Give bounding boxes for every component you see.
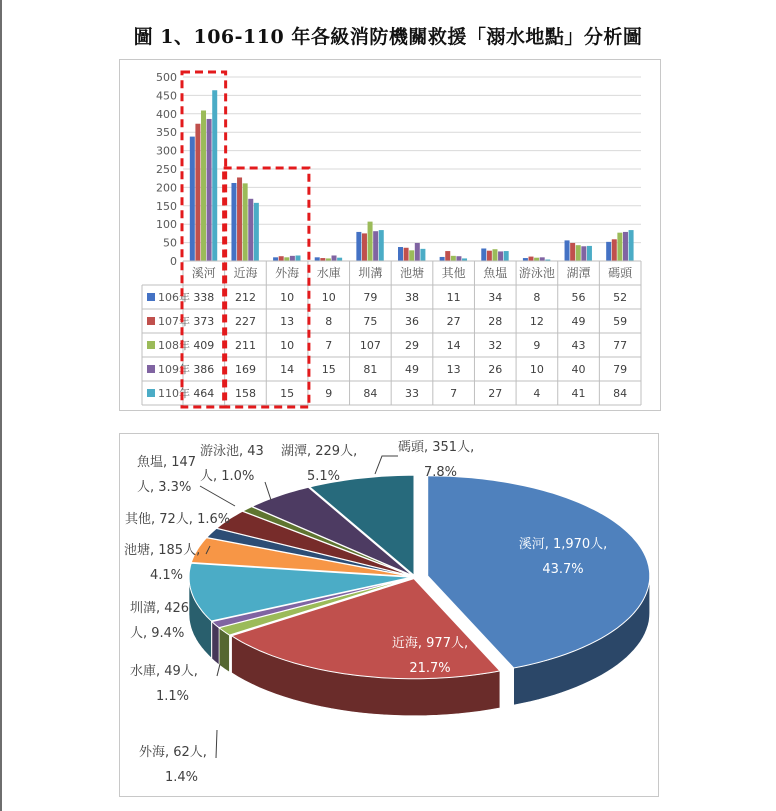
y-tick-label: 500 [156,71,177,84]
bar-溪河-107年 [195,124,200,261]
pie-side-水庫 [212,622,219,665]
pie-chart [120,434,658,796]
data-label: 其他, 72人, 1.6% [125,512,231,527]
data-table-cell: 227 [234,315,256,328]
data-table-cell: 211 [234,339,256,352]
legend-label: 108年 [158,339,190,352]
page-left-border [0,0,2,811]
data-table-cell: 34 [488,291,503,304]
data-table-cell: 11 [446,291,461,304]
bar-其他-106年 [440,257,445,261]
bar-游泳池-107年 [529,257,534,261]
category-label: 游泳池 [518,266,555,280]
data-table-cell: 15 [321,363,336,376]
bar-湖潭-106年 [565,240,570,261]
page-title: 圖 1、106-110 年各級消防機關救援「溺水地點」分析圖 [133,26,643,48]
category-label: 湖潭 [566,266,591,280]
bar-其他-107年 [445,251,450,261]
data-table-cell: 10 [321,291,336,304]
data-label: 5.1% [307,469,341,484]
category-label: 池塘 [399,266,425,280]
data-table-cell: 79 [363,291,378,304]
bar-外海-106年 [273,257,278,261]
data-label: 水庫, 49人, [130,664,198,679]
legend-label: 110年 [158,387,190,400]
data-label: 7.8% [424,465,458,480]
bar-碼頭-107年 [612,239,617,261]
bar-碼頭-109年 [623,232,628,261]
data-table-cell: 84 [613,387,628,400]
data-label: 圳溝, 426 [130,601,190,616]
data-table-cell: 464 [193,387,215,400]
data-label: 1.4% [165,770,199,785]
data-table-cell: 81 [363,363,378,376]
legend-key [147,389,155,397]
y-tick-label: 200 [156,181,177,195]
y-tick-label: 450 [156,89,177,103]
bar-魚塭-107年 [487,251,492,261]
y-tick-label: 400 [156,107,177,121]
data-table-cell: 43 [571,339,586,352]
category-label: 碼頭 [608,266,633,280]
data-table-cell: 33 [405,387,419,400]
data-table-cell: 4 [533,387,541,400]
legend-label: 106年 [158,291,190,304]
bar-圳溝-108年 [368,222,373,261]
category-label: 其他 [441,266,466,280]
category-label: 外海 [275,266,300,280]
bar-溪河-106年 [190,137,195,261]
data-table-cell: 13 [446,363,461,376]
legend-label: 107年 [158,315,190,328]
data-label: 魚塭, 147 [137,455,197,470]
bar-近海-107年 [237,177,242,261]
bar-其他-108年 [451,256,456,261]
bar-游泳池-109年 [540,257,545,261]
bar-湖潭-107年 [570,243,575,261]
data-table-cell: 56 [571,291,586,304]
data-table-cell: 52 [613,291,628,304]
data-label: 外海, 62人, [139,745,207,760]
bar-外海-109年 [290,256,295,261]
data-label: 池塘, 185人, [124,543,201,558]
leader-line [217,664,220,676]
data-table-cell: 10 [529,363,544,376]
pie-chart-panel [119,433,659,797]
category-label: 溪河 [191,266,216,280]
bar-溪河-109年 [207,119,212,261]
data-table-cell: 36 [405,315,419,328]
bar-魚塭-110年 [504,251,509,261]
category-label: 魚塭 [483,266,508,280]
bar-外海-108年 [284,257,289,261]
data-table-cell: 79 [613,363,628,376]
data-table-cell: 41 [571,387,586,400]
data-table-cell: 7 [325,339,333,352]
y-tick-label: 150 [156,199,177,213]
data-table-cell: 373 [193,315,215,328]
legend-label: 109年 [158,363,190,376]
legend-key [147,293,155,301]
data-table-cell: 38 [405,291,419,304]
data-table-cell: 169 [234,363,256,376]
data-label: 近海, 977人, [391,636,469,651]
y-tick-label: 250 [156,163,177,176]
data-label: 碼頭, 351人, [398,440,475,455]
bar-近海-109年 [248,199,253,261]
bar-魚塭-108年 [492,249,497,261]
y-tick-label: 100 [156,218,177,232]
bar-圳溝-106年 [356,232,361,261]
data-table-cell: 212 [234,291,256,304]
data-table-cell: 49 [405,363,419,376]
data-label: 4.1% [150,568,184,583]
data-label: 1.1% [156,689,190,704]
bar-chart [120,60,660,410]
data-table-cell: 40 [571,363,586,376]
y-tick-label: 50 [163,236,177,250]
data-label: 21.7% [409,661,451,676]
bar-池塘-107年 [404,248,409,261]
bar-chart-panel [119,59,661,411]
bar-圳溝-107年 [362,233,367,261]
category-label: 圳溝 [358,266,383,280]
bar-近海-106年 [231,183,236,261]
data-label: 人, 9.4% [130,626,185,641]
bar-池塘-109年 [415,243,420,261]
bar-魚塭-109年 [498,251,503,261]
data-table-cell: 26 [488,363,503,376]
data-table-cell: 27 [488,387,503,400]
data-table-cell: 59 [613,315,628,328]
data-table-cell: 29 [405,339,419,352]
data-table-cell: 158 [234,387,256,400]
bar-圳溝-109年 [373,231,378,261]
leader-line [200,486,235,506]
data-table-cell: 75 [363,315,378,328]
data-table-cell: 27 [446,315,461,328]
data-table-cell: 15 [280,387,295,400]
bar-碼頭-106年 [606,242,611,261]
bar-魚塭-106年 [481,248,486,261]
data-label: 湖潭, 229人, [281,444,358,459]
bar-近海-108年 [243,183,248,261]
data-table-cell: 14 [446,339,461,352]
legend-key [147,365,155,373]
bar-池塘-106年 [398,247,403,261]
leader-line [216,730,217,758]
data-table-cell: 7 [450,387,458,400]
category-label: 水庫 [316,266,341,280]
leader-line [375,456,398,474]
data-label: 游泳池, 43 [200,444,264,459]
bar-近海-110年 [254,203,259,261]
bar-水庫-109年 [332,255,337,261]
data-table-cell: 14 [280,363,295,376]
data-table-cell: 13 [280,315,295,328]
data-table-cell: 32 [488,339,503,352]
bar-碼頭-110年 [629,230,634,261]
data-table-cell: 8 [325,315,333,328]
y-tick-label: 0 [170,255,177,268]
data-table-cell: 10 [280,291,295,304]
bar-碼頭-108年 [617,233,622,261]
legend-key [147,317,155,325]
bar-溪河-108年 [201,110,206,261]
data-label: 人, 1.0% [200,469,255,484]
category-label: 近海 [233,266,258,280]
data-table-cell: 10 [280,339,295,352]
y-tick-label: 350 [156,126,177,140]
data-table-cell: 107 [359,339,381,352]
data-table-cell: 386 [193,363,215,376]
bar-其他-109年 [456,256,461,261]
y-tick-label: 300 [156,144,177,158]
bar-池塘-108年 [409,250,414,261]
leader-line [265,482,271,500]
data-table-cell: 77 [613,339,628,352]
legend-key [147,341,155,349]
data-label: 人, 3.3% [137,480,192,495]
bar-圳溝-110年 [379,230,384,261]
data-table-cell: 84 [363,387,378,400]
bar-外海-110年 [295,255,300,261]
data-table-cell: 12 [529,315,544,328]
data-table-cell: 9 [325,387,333,400]
bar-湖潭-109年 [581,246,586,261]
bar-湖潭-108年 [576,245,581,261]
bar-湖潭-110年 [587,246,592,261]
bar-溪河-110年 [212,90,217,261]
data-table-cell: 338 [193,291,215,304]
data-table-cell: 8 [533,291,541,304]
bar-水庫-106年 [315,257,320,261]
data-table-cell: 28 [488,315,503,328]
data-label: 43.7% [542,562,584,577]
data-table-cell: 49 [571,315,586,328]
data-table-cell: 9 [533,339,541,352]
data-table-cell: 409 [193,339,215,352]
bar-外海-107年 [279,256,284,261]
data-label: 溪河, 1,970人, [518,537,608,552]
bar-池塘-110年 [420,249,425,261]
